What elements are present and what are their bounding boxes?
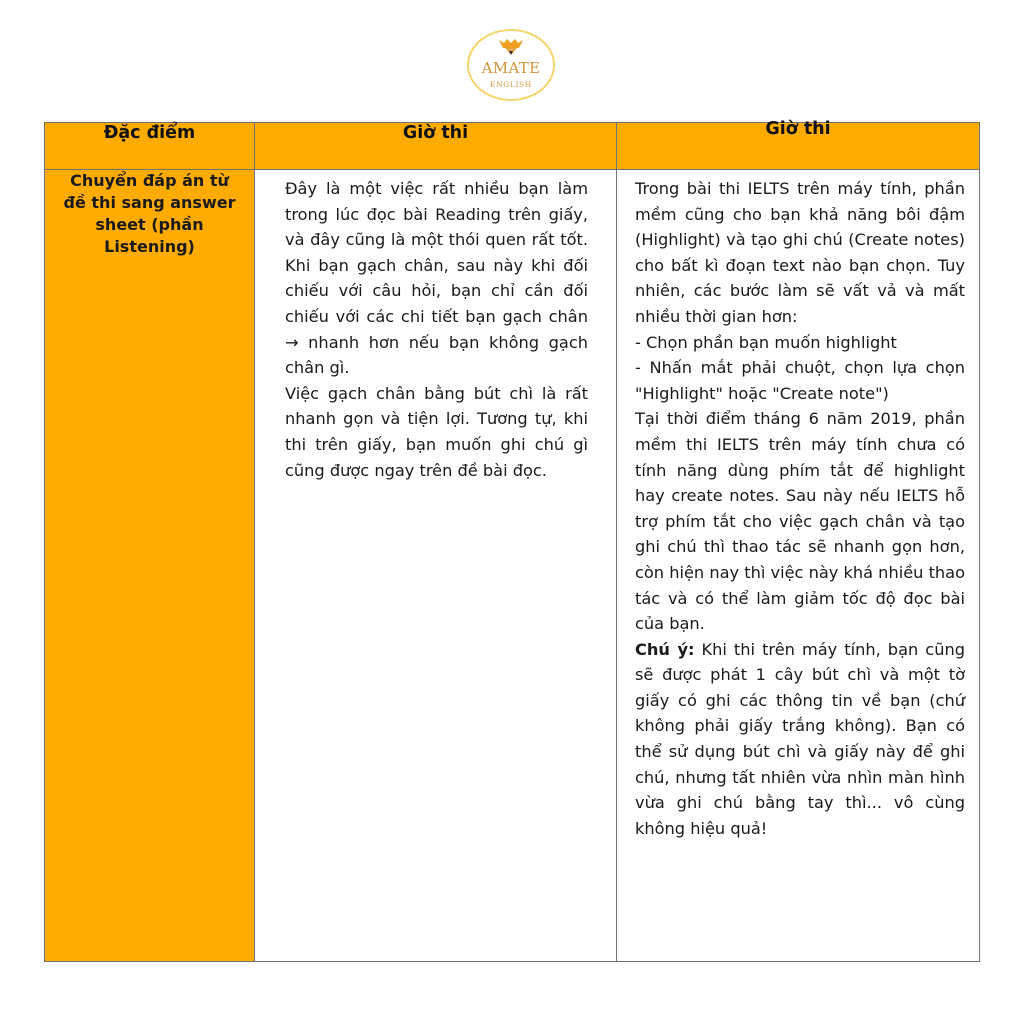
note-text: Khi thi trên máy tính, bạn cũng sẽ được phát 1 cây bút chì và một tờ giấy có ghi các thông tin về bạn (chứ không phải giấy trắng không). Bạn có thể sử dụng bút chì và giấy này để ghi chú, nhưng tất nhiên vừa nhìn màn hình vừa ghi chú bằng tay thì... vô cùng không hiệu quả! <box>635 639 965 838</box>
logo-subtitle: ENGLISH <box>490 80 532 89</box>
header-feature <box>45 123 255 170</box>
amate-english-logo <box>467 29 555 101</box>
paper-exam-cell <box>255 170 617 962</box>
feature-cell: Chuyển đáp án từ đề thi sang answer sheet (phần Listening) <box>45 170 255 962</box>
comparison-table <box>44 119 980 962</box>
header-paper-exam <box>255 123 617 170</box>
lotus-pencil-icon <box>499 39 523 55</box>
header-computer-exam <box>617 119 980 170</box>
table-row <box>45 170 980 962</box>
header-feature-label: Đặc điểm <box>103 123 196 143</box>
note-label: Chú ý: <box>635 639 695 659</box>
computer-step-2: - Nhấn mắt phải chuột, chọn lựa chọn "Highlight" hoặc "Create note") <box>635 358 965 403</box>
paper-paragraph: Việc gạch chân bằng bút chì là rất nhanh gọn và tiện lợi. Tương tự, khi thi trên giấy, bạn muốn ghi chú gì cũng được ngay trên đề bài đọc. <box>285 383 588 480</box>
computer-exam-cell <box>617 170 980 962</box>
header-computer-label: Giờ thi <box>765 119 831 139</box>
computer-note <box>635 637 965 842</box>
paper-paragraph: Đây là một việc rất nhiều bạn làm trong lúc đọc bài Reading trên giấy, và đây cũng là một thói quen rất tốt. Khi bạn gạch chân, sau này khi đối chiếu với câu hỏi, bạn chỉ cần đối chiếu với các chi tiết bạn gạch chân → nhanh hơn nếu bạn không gạch chân gì. <box>285 179 588 378</box>
header-row <box>45 123 980 170</box>
computer-paragraph-2: Tại thời điểm tháng 6 năm 2019, phần mềm thi IELTS trên máy tính chưa có tính năng dùng phím tắt để highlight hay create notes. Sau này nếu IELTS hỗ trợ phím tắt cho việc gạch chân và tạo ghi chú thì thao tác sẽ nhanh gọn hơn, còn hiện nay thì việc này khá nhiều thao tác và có thể làm giảm tốc độ đọc bài của bạn. <box>635 409 965 634</box>
logo-name: AMATE <box>481 59 541 77</box>
computer-step-1: - Chọn phần bạn muốn highlight <box>635 332 897 352</box>
header-paper-label: Giờ thi <box>402 123 469 143</box>
computer-intro: Trong bài thi IELTS trên máy tính, phần mềm cũng cho bạn khả năng bôi đậm (Highlight) và tạo ghi chú (Create notes) cho bất kì đoạn text nào bạn chọn. Tuy nhiên, các bước làm sẽ vất vả và mất nhiều thời gian hơn: <box>635 179 965 326</box>
